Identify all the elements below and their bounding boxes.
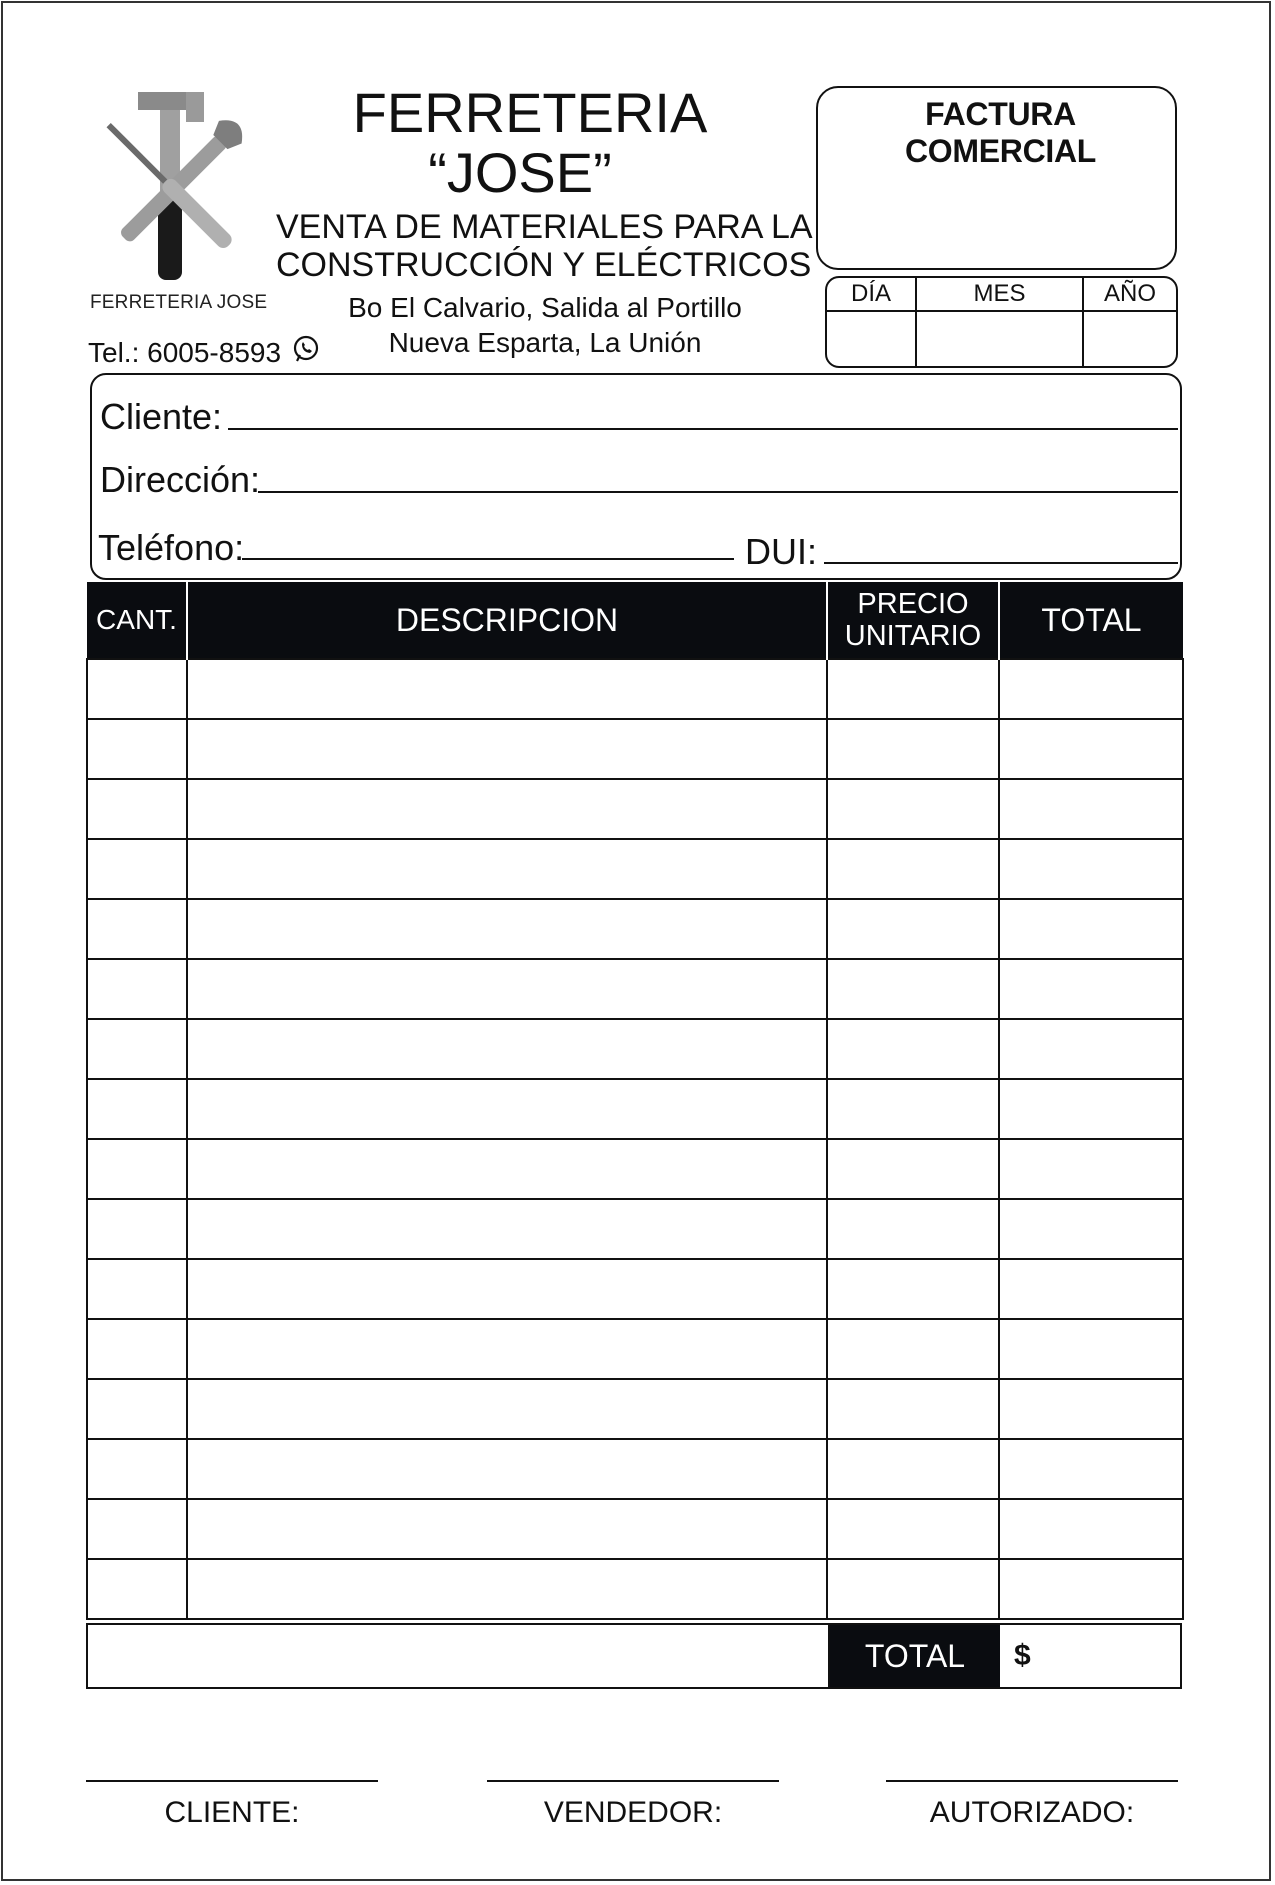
unit-price-cell[interactable] [827, 1019, 999, 1079]
signature-line [86, 1780, 378, 1782]
qty-cell[interactable] [87, 659, 187, 719]
date-label-month: MES [917, 278, 1084, 312]
total-cell[interactable] [999, 1259, 1183, 1319]
unit-price-cell[interactable] [827, 1379, 999, 1439]
date-year-field[interactable] [1084, 312, 1176, 366]
table-row [87, 659, 1183, 719]
table-row [87, 1079, 1183, 1139]
signature-seller[interactable] [487, 1780, 779, 1830]
qty-cell[interactable] [87, 719, 187, 779]
phone-info [88, 334, 321, 371]
table-row [87, 1199, 1183, 1259]
column-header-qty: CANT. [87, 582, 187, 659]
description-cell[interactable] [187, 1259, 827, 1319]
table-row [87, 1559, 1183, 1619]
business-name: FERRETERIA [352, 81, 708, 144]
table-header-row [87, 582, 1183, 659]
description-cell[interactable] [187, 959, 827, 1019]
tagline-line-2: CONSTRUCCIÓN Y ELÉCTRICOS [276, 246, 812, 284]
description-cell[interactable] [187, 1439, 827, 1499]
qty-cell[interactable] [87, 839, 187, 899]
address [330, 290, 760, 360]
logo-caption: FERRETERIA JOSE [90, 292, 268, 313]
address-line-2: Nueva Esparta, La Unión [388, 327, 702, 358]
qty-cell[interactable] [87, 1199, 187, 1259]
total-cell[interactable] [999, 839, 1183, 899]
total-cell[interactable] [999, 1439, 1183, 1499]
business-subtitle: “JOSE” [428, 141, 612, 204]
total-cell[interactable] [999, 779, 1183, 839]
phone-label: Teléfono: [98, 527, 245, 568]
description-cell[interactable] [187, 1019, 827, 1079]
tagline-line-1: VENTA DE MATERIALES PARA LA [276, 208, 813, 246]
unit-price-line-1: PRECIO [857, 588, 969, 620]
signature-label-authorized: AUTORIZADO: [929, 1796, 1135, 1829]
description-cell[interactable] [187, 1079, 827, 1139]
whatsapp-icon [291, 334, 321, 371]
unit-price-cell[interactable] [827, 1259, 999, 1319]
total-cell[interactable] [999, 1499, 1183, 1559]
address-line-1: Bo El Calvario, Salida al Portillo [348, 292, 742, 323]
qty-cell[interactable] [87, 1499, 187, 1559]
currency-symbol: $ [1014, 1639, 1031, 1672]
items-table [86, 582, 1184, 1620]
total-cell[interactable] [999, 899, 1183, 959]
table-row [87, 1439, 1183, 1499]
table-row [87, 1259, 1183, 1319]
total-cell[interactable] [999, 959, 1183, 1019]
unit-price-cell[interactable] [827, 1199, 999, 1259]
total-cell[interactable] [999, 1319, 1183, 1379]
description-cell[interactable] [187, 839, 827, 899]
unit-price-cell[interactable] [827, 719, 999, 779]
column-header-description: DESCRIPCION [187, 582, 827, 659]
unit-price-cell[interactable] [827, 839, 999, 899]
description-cell[interactable] [187, 779, 827, 839]
client-field[interactable] [228, 428, 1178, 430]
date-month-field[interactable] [917, 312, 1084, 366]
date-box [825, 276, 1178, 368]
qty-cell[interactable] [87, 1079, 187, 1139]
qty-cell[interactable] [87, 1439, 187, 1499]
qty-cell[interactable] [87, 1319, 187, 1379]
unit-price-cell[interactable] [827, 1559, 999, 1619]
signature-authorized[interactable] [886, 1780, 1178, 1830]
hammer-wrench-screwdriver-icon [88, 88, 258, 288]
qty-cell[interactable] [87, 1559, 187, 1619]
unit-price-cell[interactable] [827, 1499, 999, 1559]
total-cell[interactable] [999, 1079, 1183, 1139]
grand-total-row [86, 1623, 1182, 1689]
qty-cell[interactable] [87, 1259, 187, 1319]
column-header-total: TOTAL [999, 582, 1183, 659]
table-row [87, 719, 1183, 779]
description-cell[interactable] [187, 1559, 827, 1619]
signature-line [886, 1780, 1178, 1782]
invoice-title: FACTURA COMERCIAL [904, 96, 1097, 169]
client-label: Cliente: [100, 396, 223, 437]
date-label-day: DÍA [827, 278, 917, 312]
description-cell[interactable] [187, 1379, 827, 1439]
unit-price-cell[interactable] [827, 779, 999, 839]
total-amount-field[interactable] [1000, 1625, 1180, 1687]
total-cell[interactable] [999, 719, 1183, 779]
total-cell[interactable] [999, 1019, 1183, 1079]
table-row [87, 1319, 1183, 1379]
description-cell[interactable] [187, 1319, 827, 1379]
column-header-unit-price [827, 582, 999, 659]
total-cell[interactable] [999, 1199, 1183, 1259]
qty-cell[interactable] [87, 899, 187, 959]
signature-label-client: CLIENTE: [164, 1796, 300, 1829]
unit-price-cell[interactable] [827, 899, 999, 959]
total-cell[interactable] [999, 1559, 1183, 1619]
description-cell[interactable] [187, 719, 827, 779]
table-row [87, 1379, 1183, 1439]
unit-price-cell[interactable] [827, 1079, 999, 1139]
address-field[interactable] [258, 491, 1178, 493]
table-row [87, 779, 1183, 839]
total-cell[interactable] [999, 1139, 1183, 1199]
total-cell[interactable] [999, 659, 1183, 719]
total-label: TOTAL [830, 1625, 1000, 1687]
unit-price-cell[interactable] [827, 1139, 999, 1199]
total-spacer [88, 1625, 830, 1687]
table-row [87, 839, 1183, 899]
dui-field[interactable] [824, 562, 1178, 564]
qty-cell[interactable] [87, 1139, 187, 1199]
description-cell[interactable] [187, 1499, 827, 1559]
qty-cell[interactable] [87, 779, 187, 839]
description-cell[interactable] [187, 899, 827, 959]
unit-price-cell[interactable] [827, 659, 999, 719]
total-cell[interactable] [999, 1379, 1183, 1439]
qty-cell[interactable] [87, 1019, 187, 1079]
phone-number: Tel.: 6005-8593 [88, 336, 282, 368]
description-cell[interactable] [187, 659, 827, 719]
unit-price-cell[interactable] [827, 1439, 999, 1499]
unit-price-cell[interactable] [827, 959, 999, 1019]
description-cell[interactable] [187, 1139, 827, 1199]
description-cell[interactable] [187, 1199, 827, 1259]
qty-cell[interactable] [87, 1379, 187, 1439]
signature-line [487, 1780, 779, 1782]
signature-client[interactable] [86, 1780, 378, 1830]
tagline [276, 208, 816, 284]
unit-price-line-2: UNITARIO [844, 620, 982, 652]
table-row [87, 1499, 1183, 1559]
table-row [87, 959, 1183, 1019]
date-day-field[interactable] [827, 312, 917, 366]
unit-price-cell[interactable] [827, 1319, 999, 1379]
address-label: Dirección: [100, 459, 261, 500]
table-row [87, 899, 1183, 959]
table-row [87, 1019, 1183, 1079]
date-label-year: AÑO [1084, 278, 1176, 312]
signature-label-seller: VENDEDOR: [543, 1796, 723, 1829]
dui-label: DUI: [745, 531, 817, 572]
qty-cell[interactable] [87, 959, 187, 1019]
phone-field[interactable] [242, 558, 734, 560]
table-row [87, 1139, 1183, 1199]
